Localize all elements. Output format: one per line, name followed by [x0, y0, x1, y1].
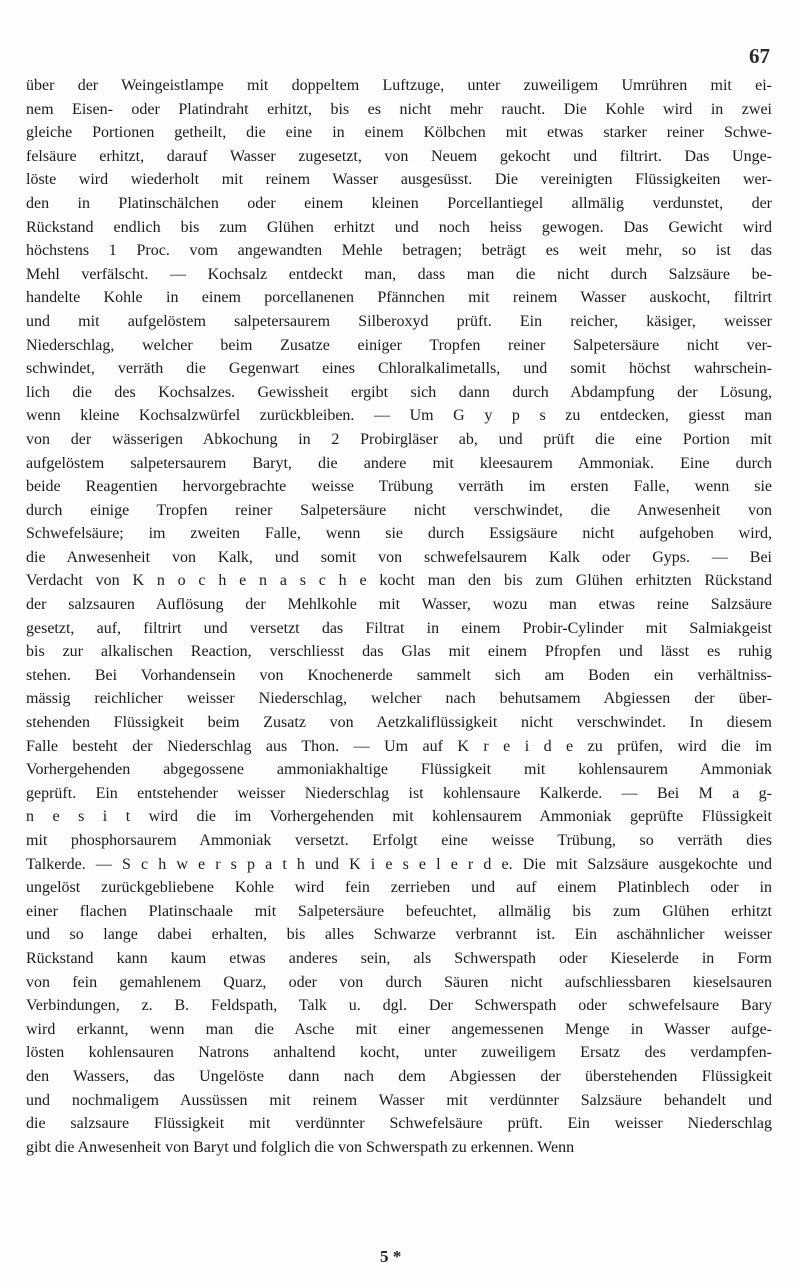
text-line: nem Eisen- oder Platindraht erhitzt, bis es nicht mehr raucht. Die Kohle wird in zwei [26, 100, 772, 118]
text-line: mit phosphorsaurem Ammoniak versetzt. Erfolgt eine weisse Trübung, so verräth dies [26, 832, 772, 849]
text-line: gibt die Anwesenheit von Baryt und folglich die von Schwerspath zu erkennen. Wenn [26, 1138, 575, 1156]
text-line: Falle besteht der Niederschlag aus Thon. — Um auf K r e i d e zu prüfen, wird die im [26, 737, 772, 755]
text-line: Verbindungen, z. B. Feldspath, Talk u. dgl. Der Schwerspath oder schwefelsaure Bary [26, 997, 772, 1015]
text-line: bis zur alkalischen Reaction, verschliesst das Glas mit einem Pfropfen und lässt es ruhig [26, 643, 772, 661]
text-line: felsäure erhitzt, darauf Wasser zugesetzt, von Neuem gekocht und filtrirt. Das Unge- [26, 147, 772, 165]
text-line: die salzsaure Flüssigkeit mit verdünnter Schwefelsäure prüft. Ein weisser Niederschlag [26, 1115, 772, 1133]
text-line: Vorhergehenden abgegossene ammoniakhaltige Flüssigkeit mit kohlensaurem Ammoniak [26, 761, 772, 779]
text-line: Verdacht von K n o c h e n a s c h e kocht man den bis zum Glühen erhitzten Rückstand [26, 572, 772, 590]
text-line: der salzsauren Auflösung der Mehlkohle mit Wasser, wozu man etwas reine Salzsäure [26, 596, 772, 614]
text-line: gesetzt, auf, filtrirt und versetzt das Filtrat in einem Probir-Cylinder mit Salmiakgeist [26, 619, 772, 637]
page-number: 67 [749, 44, 770, 68]
text-line: von fein gemahlenem Quarz, oder von durch Säuren nicht aufschliessbaren kieselsauren [26, 973, 772, 991]
signature-mark: 5 * [380, 1247, 402, 1266]
text-line: stehen. Bei Vorhandensein von Knochenerde sammelt sich am Boden ein verhältniss- [26, 666, 772, 684]
text-line: höchstens 1 Proc. vom angewandten Mehle betragen; beträgt es weit mehr, so ist das [26, 242, 772, 260]
text-line: ungelöst zurückgebliebene Kohle wird fein zerrieben und auf einem Platinblech oder in [26, 879, 772, 897]
text-line: von der wässerigen Abkochung in 2 Probirgläser ab, und prüft die eine Portion mit [26, 430, 772, 448]
text-line: Rückstand kann kaum etwas anderes sein, als Schwerspath oder Kieselerde in Form [26, 949, 772, 967]
text-line: n e s i t wird die im Vorhergehenden mit kohlensaurem Ammoniak geprüfte Flüssigkeit [26, 808, 772, 826]
text-line: wenn kleine Kochsalzwürfel zurückbleiben. — Um G y p s zu entdecken, giesst man [26, 407, 772, 425]
text-line: wird erkannt, wenn man die Asche mit einer angemessenen Menge in Wasser aufge- [26, 1020, 772, 1038]
text-line: löste wird wiederholt mit reinem Wasser ausgesüsst. Die vereinigten Flüssigkeiten wer- [26, 171, 772, 189]
text-line: Mehl verfälscht. — Kochsalz entdeckt man, dass man die nicht durch Salzsäure be- [26, 265, 772, 283]
text-line: lösten kohlensauren Natrons anhaltend kocht, unter zuweiligem Ersatz des verdampfen- [26, 1044, 772, 1062]
body-text [26, 74, 772, 1159]
text-line: schwindet, verräth die Gegenwart eines Chloralkalimetalls, und somit höchst wahrschein- [26, 360, 772, 378]
text-line: und so lange dabei erhalten, bis alles Schwarze verbrannt ist. Ein aschähnlicher weisser [26, 926, 772, 944]
text-line: den in Platinschälchen oder einem kleinen Porcellantiegel allmälig verdunstet, der [26, 194, 772, 212]
text-line: Rückstand endlich bis zum Glühen erhitzt und noch heiss gewogen. Das Gewicht wird [26, 218, 772, 236]
text-line: und mit aufgelöstem salpetersaurem Silberoxyd prüft. Ein reicher, käsiger, weisser [26, 312, 772, 330]
text-line: Schwefelsäure; im zweiten Falle, wenn sie durch Essigsäure nicht aufgehoben wird, [26, 525, 772, 543]
text-line: handelte Kohle in einem porcellanenen Pfännchen mit reinem Wasser auskocht, filtrirt [26, 289, 772, 307]
text-line: lich die des Kochsalzes. Gewissheit ergibt sich dann durch Abdampfung der Lösung, [26, 383, 772, 401]
text-line: die Anwesenheit von Kalk, und somit von schwefelsaurem Kalk oder Gyps. — Bei [26, 548, 772, 566]
text-line: aufgelöstem salpetersaurem Baryt, die andere mit kleesaurem Ammoniak. Eine durch [26, 454, 772, 472]
text-line: gleiche Portionen getheilt, die eine in einem Kölbchen mit etwas starker reiner Schwe- [26, 124, 772, 142]
text-line: den Wassers, das Ungelöste dann nach dem Abgiessen der überstehenden Flüssigkeit [26, 1067, 772, 1085]
text-line: stehenden Flüssigkeit beim Zusatz von Aetzkaliflüssigkeit nicht verschwindet. In diesem [26, 714, 772, 732]
text-line: Niederschlag, welcher beim Zusatze einiger Tropfen reiner Salpetersäure nicht ver- [26, 336, 772, 354]
text-line: geprüft. Ein entstehender weisser Niederschlag ist kohlensaure Kalkerde. — Bei M a g- [26, 784, 772, 802]
text-line: einer flachen Platinschaale mit Salpetersäure befeuchtet, allmälig bis zum Glühen erhitzt [26, 902, 772, 920]
text-line: durch einige Tropfen reiner Salpetersäure nicht verschwindet, die Anwesenheit von [26, 501, 772, 519]
text-line: mässig reichlicher weisser Niederschlag, welcher nach behutsamem Abgiessen der über- [26, 690, 772, 708]
text-line: beide Reagentien hervorgebrachte weisse Trübung verräth im ersten Falle, wenn sie [26, 478, 772, 496]
text-line: und nochmaligem Aussüssen mit reinem Wasser mit verdünnter Salzsäure behandelt und [26, 1091, 772, 1109]
text-line: Talkerde. — S c h w e r s p a t h und K i e s e l e r d e. Die mit Salzsäure ausgekochte und [26, 855, 772, 873]
text-line: über der Weingeistlampe mit doppeltem Luftzuge, unter zuweiligem Umrühren mit ei- [26, 77, 772, 94]
